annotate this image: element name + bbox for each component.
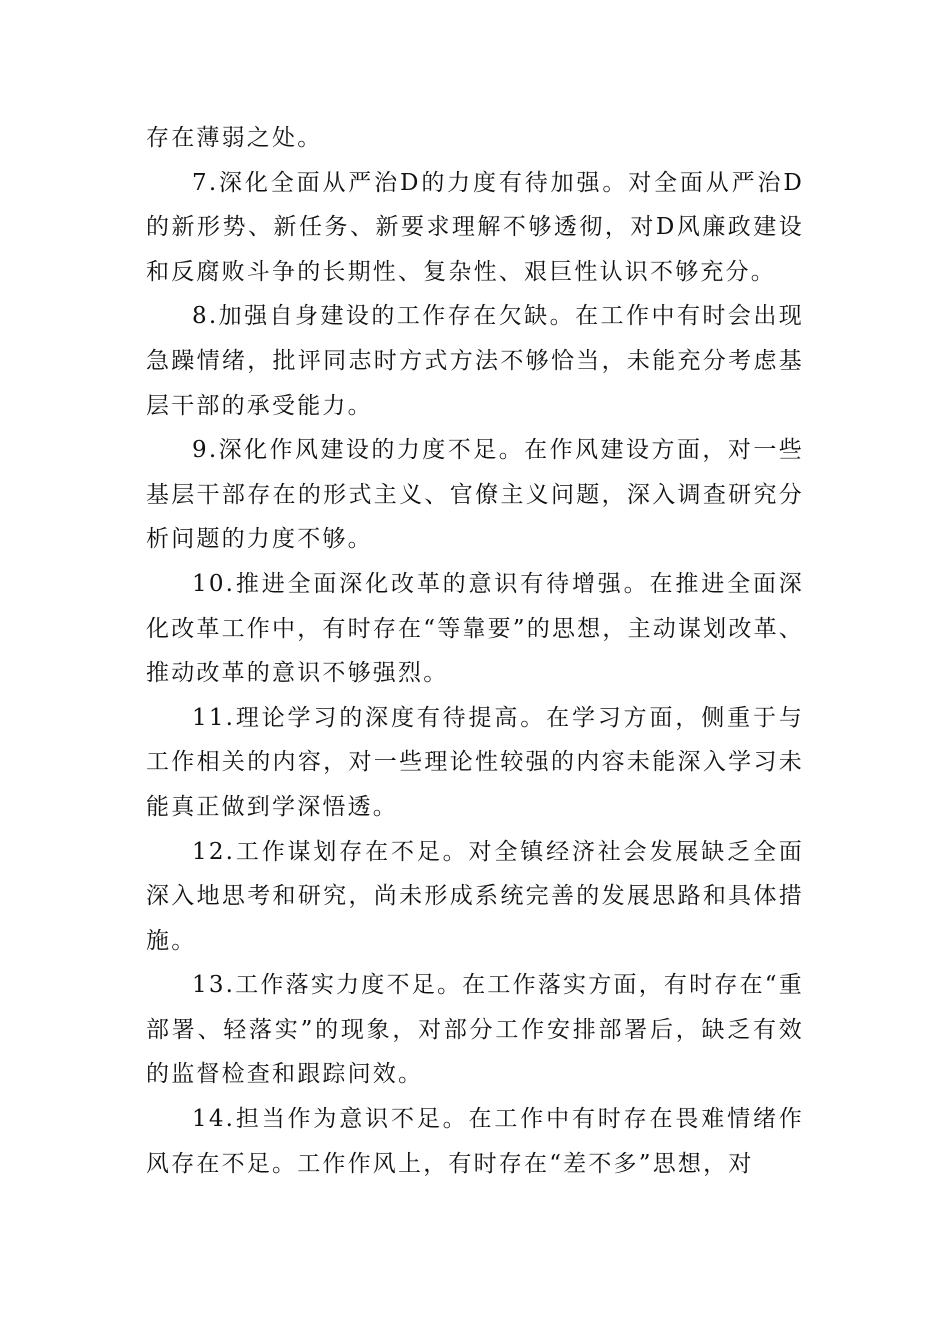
paragraph-14: 14.担当作为意识不足。在工作中有时存在畏难情绪作风存在不足。工作作风上，有时存在“差不多”思想，对 xyxy=(146,1106,804,1177)
paragraph-11: 11.理论学习的深度有待提高。在学习方面，侧重于与工作相关的内容，对一些理论性较强的内容未能深入学习未能真正做到学深悟透。 xyxy=(146,704,804,820)
paragraph-12: 12.工作谋划存在不足。对全镇经济社会发展缺乏全面深入地思考和研究，尚未形成系统完善的发展思路和具体措施。 xyxy=(146,838,804,954)
paragraph-10: 10.推进全面深化改革的意识有待增强。在推进全面深化改革工作中，有时存在“等靠要”的思想，主动谋划改革、推动改革的意识不够强烈。 xyxy=(146,570,804,687)
paragraph-9: 9.深化作风建设的力度不足。在作风建设方面，对一些基层干部存在的形式主义、官僚主义问题，深入调查研究分析问题的力度不够。 xyxy=(146,437,804,553)
continuation-text: 存在薄弱之处。 xyxy=(146,125,323,151)
document-body xyxy=(146,116,804,1186)
paragraph-13: 13.工作落实力度不足。在工作落实方面，有时存在“重部署、轻落实”的现象，对部分工作安排部署后，缺乏有效的监督检查和跟踪问效。 xyxy=(146,972,804,1088)
paragraph-8: 8.加强自身建设的工作存在欠缺。在工作中有时会出现急躁情绪，批评同志时方式方法不够恰当，未能充分考虑基层干部的承受能力。 xyxy=(146,303,804,419)
paragraph-7: 7.深化全面从严治D的力度有待加强。对全面从严治D的新形势、新任务、新要求理解不够透彻，对D风廉政建设和反腐败斗争的长期性、复杂性、艰巨性认识不够充分。 xyxy=(146,169,804,285)
